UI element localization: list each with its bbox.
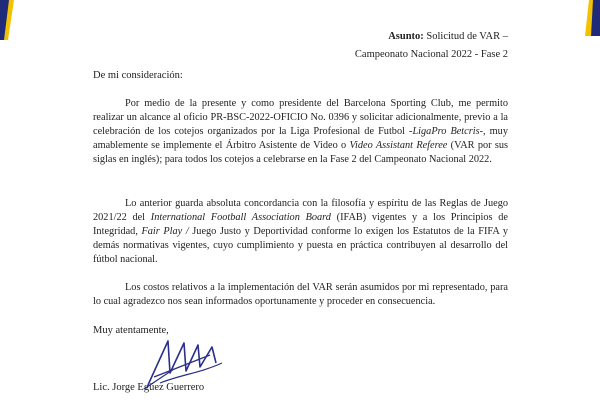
- paragraph-1: [93, 97, 508, 167]
- signer-name: Lic. Jorge Egüez Guerrero: [93, 382, 205, 393]
- paragraph-2-text-a: Lo anterior guarda absoluta concordancia con la filosofía y espíritu de las Reglas de Juego 2021/22 del: [93, 198, 508, 224]
- paragraph-2-fair-play: Fair Play /: [141, 226, 189, 238]
- paragraph-2: [93, 197, 508, 267]
- paragraph-2-ifab: International Football Association Board: [150, 212, 331, 224]
- paragraph-1-text-c: , muy amablemente se implemente el Árbitro Asistente de Video o: [93, 126, 508, 152]
- paragraph-1-text-e: (VAR por sus siglas en inglés); para todos los cotejos a celebrarse en la Fase 2 del Campeonato Nacional 2022.: [93, 140, 509, 166]
- club-logo-fragment-right: [585, 0, 600, 36]
- subject-text: Solicitud de VAR –: [423, 31, 508, 42]
- subject-block: [355, 28, 508, 64]
- closing: Muy atentamente,: [93, 325, 169, 336]
- paragraph-3: Los costos relativos a la implementación del VAR serán asumidos por mi representado, para lo cual agradezco nos sean informados oportunamente y proceder en consecuencia.: [93, 282, 508, 308]
- subject-label: Asunto:: [388, 31, 424, 42]
- paragraph-2-text-e: Juego Justo y Deportividad conforme lo exigen los Estatutos de la FIFA y demás normativas vigentes, cuyo cumplimiento y puesta en práctica contribuyen al desarrollo del fútbol nacional.: [93, 226, 508, 266]
- club-logo-fragment-left: [0, 0, 14, 40]
- paragraph-1-ligapro: -LigaPro Betcris-: [409, 126, 484, 138]
- subject-line-1: [355, 28, 508, 46]
- paragraph-1-var-english: Video Assistant Referee: [349, 140, 448, 152]
- paragraph-1-text-a: Por medio de la presente y como presidente del Barcelona Sporting Club, me permito realizar un alcance al oficio PR-BSC-2022-OFICIO No. 0396 y solicitar adicionalmente, previo a la celebración de los cotejos organizados por la Liga Profesional de Futbol: [93, 98, 508, 138]
- paragraph-2-text-c: (IFAB) vigentes y a los Principios de Integridad,: [93, 212, 508, 238]
- subject-line-2: Campeonato Nacional 2022 - Fase 2: [354, 49, 508, 60]
- greeting: De mi consideración:: [93, 70, 183, 81]
